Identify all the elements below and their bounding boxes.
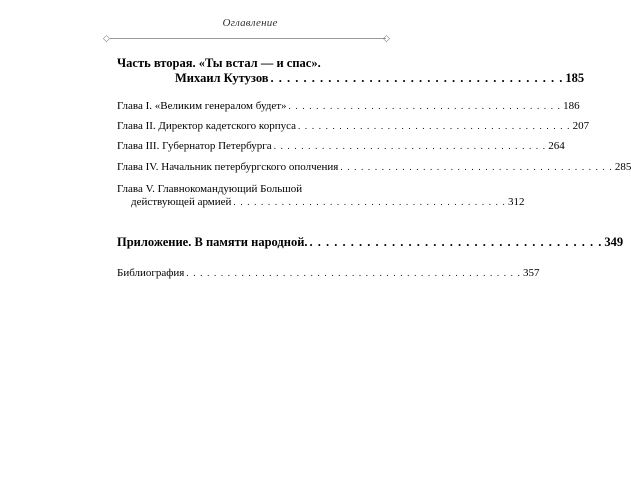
toc-chapter-title: Глава II. Директор кадетского корпуса (117, 120, 297, 132)
toc-entry-bibliography[interactable] (117, 267, 540, 279)
dot-leader: . . . . . . . . . . . . . . . . . . . . . . . . . . . . . . . . . . . . (309, 235, 603, 249)
dot-leader: . . . . . . . . . . . . . . . . . . . . . . . . . . . . . . . . . . . . . . . . (288, 101, 562, 111)
toc-entry-chapter-2[interactable] (117, 120, 590, 132)
toc-page-number: 207 (572, 120, 590, 132)
dot-leader: . . . . . . . . . . . . . . . . . . . . . . . . . . . . . . . . . . . . . . . . . . . . . . . . . (186, 268, 522, 278)
toc-page-number: 285 (614, 161, 631, 173)
toc-part-two-title-line1: Часть вторая. «Ты встал — и спас». (117, 56, 321, 70)
toc-appendix-title: Приложение. В памяти народной. (117, 235, 308, 249)
toc-page-number: 185 (565, 71, 585, 85)
toc-page-number: 186 (563, 100, 580, 112)
toc-chapter-title: Глава III. Губернатор Петербурга (117, 140, 272, 152)
dot-leader: . . . . . . . . . . . . . . . . . . . . . . . . . . . . . . . . . . . . . . . . (340, 162, 613, 172)
toc-page-number: 357 (523, 267, 540, 279)
toc-chapter-5-title-line1: Глава V. Главнокомандующий Большой (117, 183, 303, 195)
toc-part-two-title-line2: Михаил Кутузов (175, 71, 269, 85)
dot-leader: . . . . . . . . . . . . . . . . . . . . . . . . . . . . . . . . . . . . (270, 71, 564, 85)
dot-leader: . . . . . . . . . . . . . . . . . . . . . . . . . . . . . . . . . . . . . . . . (233, 197, 506, 207)
toc-entry-chapter-4[interactable] (117, 161, 631, 173)
toc-entry-chapter-5[interactable] (131, 196, 525, 208)
toc-page-number: 349 (604, 235, 624, 249)
rule-ornament-left-icon: ◇ (103, 33, 110, 43)
header-rule (110, 38, 386, 39)
toc-page-number: 312 (507, 196, 525, 208)
toc-chapter-title: Глава IV. Начальник петербургского ополчения (117, 161, 339, 173)
toc-page-number: 264 (548, 140, 565, 152)
dot-leader: . . . . . . . . . . . . . . . . . . . . . . . . . . . . . . . . . . . . . . . . (273, 141, 547, 151)
toc-bibliography-title: Библиография (117, 267, 185, 279)
toc-entry-appendix[interactable] (117, 235, 624, 250)
toc-chapter-title: Глава I. «Великим генералом будет» (117, 100, 287, 112)
dot-leader: . . . . . . . . . . . . . . . . . . . . . . . . . . . . . . . . . . . . . . . . (298, 121, 571, 131)
toc-chapter-title: действующей армией (131, 196, 232, 208)
toc-entry-chapter-1[interactable] (117, 100, 580, 112)
rule-ornament-right-icon: ◇ (383, 33, 390, 43)
toc-entry-chapter-3[interactable] (117, 140, 565, 152)
toc-entry-part-two[interactable] (175, 71, 585, 86)
running-head: Оглавление (222, 17, 278, 29)
